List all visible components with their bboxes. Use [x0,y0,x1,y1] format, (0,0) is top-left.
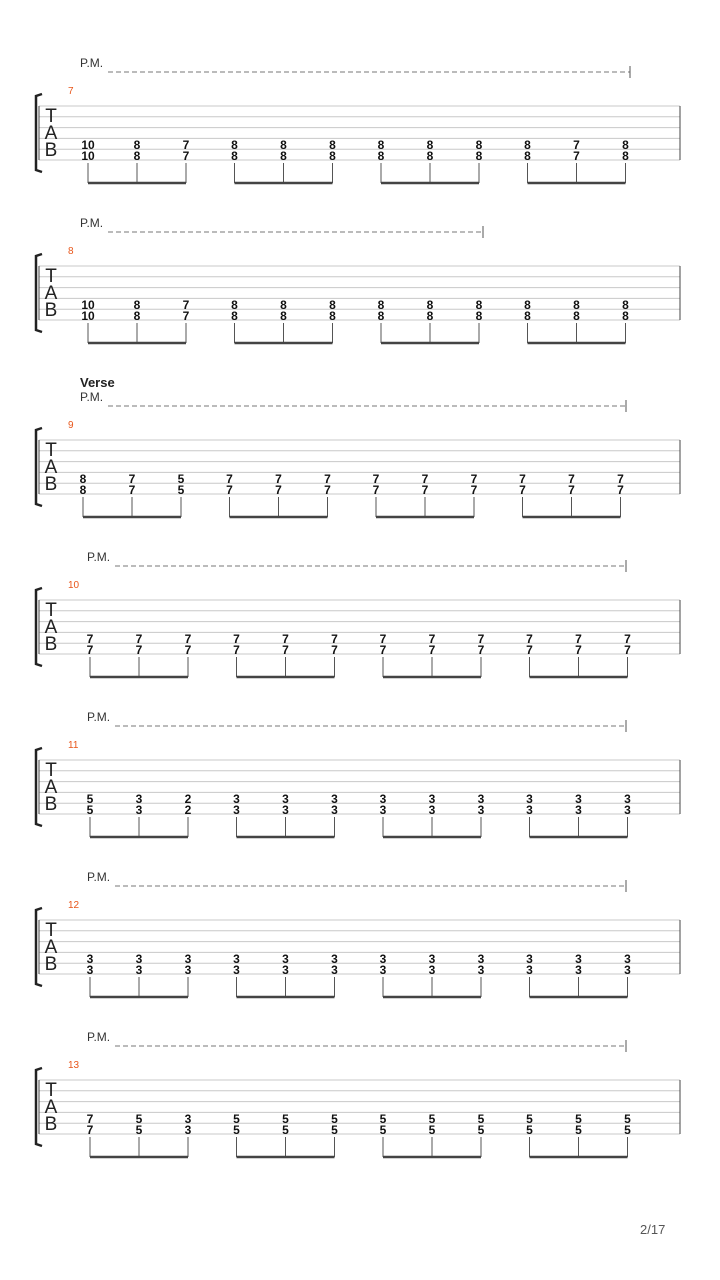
fret-number: 8 [280,309,287,323]
fret-number: 5 [331,1112,338,1127]
fret-number: 8 [133,309,141,323]
measure-number: 7 [68,86,74,97]
fret-number: 3 [477,952,485,967]
fret-number: 7 [275,483,282,497]
palm-mute-label: P.M. [80,216,104,230]
fret-number: 10 [81,298,95,313]
fret-number: 8 [329,309,336,323]
fret-number: 8 [475,138,483,153]
fret-number: 8 [377,149,385,163]
fret-number: 8 [231,309,238,323]
fret-number: 7 [184,643,192,657]
tab-system [36,216,680,343]
fret-number: 8 [79,472,87,487]
tab-clef-letter: T [45,1080,57,1101]
fret-number: 7 [226,472,233,487]
tab-clef-letter: T [45,600,57,621]
fret-number: 7 [421,472,429,487]
fret-number: 5 [331,1123,338,1137]
fret-number: 5 [477,1123,485,1137]
fret-number: 7 [86,643,94,657]
tab-clef-letter: B [44,140,58,161]
tab-system [36,375,680,517]
tab-clef-letter: T [45,920,57,941]
fret-number: 7 [135,643,143,657]
fret-number: 3 [282,803,289,817]
fret-number: 3 [184,952,192,967]
fret-number: 7 [282,632,289,647]
fret-number: 8 [280,138,287,153]
tab-clef-letter: T [45,440,57,461]
fret-number: 3 [379,803,387,817]
fret-number: 3 [624,952,631,967]
tab-clef-letter: A [44,1097,58,1118]
fret-number: 8 [524,149,531,163]
fret-number: 8 [475,309,483,323]
fret-number: 3 [526,792,533,807]
fret-number: 8 [573,298,580,313]
palm-mute-label: P.M. [87,710,111,724]
fret-number: 7 [275,472,282,487]
tab-system [36,710,680,837]
fret-number: 7 [624,643,631,657]
fret-number: 8 [622,298,629,313]
fret-number: 7 [573,149,580,163]
fret-number: 7 [568,483,575,497]
fret-number: 7 [135,632,143,647]
fret-number: 5 [526,1123,533,1137]
fret-number: 3 [282,792,289,807]
tab-clef-letter: B [44,300,58,321]
fret-number: 3 [135,803,143,817]
fret-number: 7 [428,632,436,647]
fret-number: 3 [428,792,436,807]
measure-number: 12 [68,900,80,911]
fret-number: 3 [86,952,94,967]
tab-clef-letter: B [44,794,58,815]
fret-number: 7 [86,632,94,647]
fret-number: 3 [477,792,485,807]
fret-number: 7 [568,472,575,487]
tab-system [36,1030,680,1157]
tab-clef-letter: A [44,777,58,798]
fret-number: 5 [177,472,185,487]
fret-number: 3 [184,963,192,977]
fret-number: 5 [233,1112,240,1127]
tab-system [36,550,680,677]
fret-number: 3 [428,803,436,817]
fret-number: 3 [526,803,533,817]
fret-number: 8 [231,149,238,163]
fret-number: 8 [426,309,434,323]
fret-number: 7 [379,632,387,647]
fret-number: 5 [575,1123,582,1137]
palm-mute-label: P.M. [80,390,104,404]
fret-number: 8 [426,298,434,313]
fret-number: 8 [133,149,141,163]
tab-clef-letter: B [44,474,58,495]
fret-number: 5 [233,1123,240,1137]
fret-number: 7 [519,472,526,487]
page-number: 2/17 [640,1222,666,1237]
palm-mute-label: P.M. [87,550,111,564]
fret-number: 5 [135,1112,143,1127]
fret-number: 3 [575,792,582,807]
fret-number: 7 [128,472,136,487]
fret-number: 3 [624,963,631,977]
fret-number: 3 [135,963,143,977]
fret-number: 7 [182,149,190,163]
tab-system [36,870,680,997]
fret-number: 5 [379,1123,387,1137]
fret-number: 7 [86,1112,94,1127]
fret-number: 7 [477,632,485,647]
fret-number: 7 [331,643,338,657]
fret-number: 7 [575,632,582,647]
fret-number: 8 [280,149,287,163]
fret-number: 7 [324,472,331,487]
tab-clef-letter: A [44,617,58,638]
fret-number: 3 [526,952,533,967]
fret-number: 3 [184,1112,192,1127]
fret-number: 7 [86,1123,94,1137]
fret-number: 3 [86,963,94,977]
fret-number: 7 [233,643,240,657]
fret-number: 8 [426,149,434,163]
fret-number: 5 [428,1112,436,1127]
fret-number: 8 [377,138,385,153]
fret-number: 7 [470,472,478,487]
fret-number: 7 [617,483,624,497]
tab-clef-letter: A [44,457,58,478]
fret-number: 5 [624,1112,631,1127]
fret-number: 3 [184,1123,192,1137]
fret-number: 3 [477,803,485,817]
fret-number: 5 [428,1123,436,1137]
fret-number: 7 [470,483,478,497]
tab-clef-letter: A [44,123,58,144]
fret-number: 10 [81,309,95,323]
measure-number: 13 [68,1060,80,1071]
tab-system [36,56,680,183]
tab-clef-letter: A [44,937,58,958]
tab-clef-letter: A [44,283,58,304]
fret-number: 3 [331,952,338,967]
fret-number: 2 [184,792,192,807]
fret-number: 3 [379,963,387,977]
fret-number: 7 [428,643,436,657]
measure-number: 9 [68,420,74,431]
fret-number: 7 [233,632,240,647]
fret-number: 3 [428,952,436,967]
fret-number: 3 [331,963,338,977]
fret-number: 8 [622,309,629,323]
fret-number: 8 [377,309,385,323]
fret-number: 3 [624,792,631,807]
palm-mute-label: P.M. [87,1030,111,1044]
fret-number: 5 [477,1112,485,1127]
fret-number: 7 [282,643,289,657]
fret-number: 3 [526,963,533,977]
fret-number: 7 [226,483,233,497]
fret-number: 8 [622,149,629,163]
fret-number: 7 [526,632,533,647]
fret-number: 8 [329,138,336,153]
fret-number: 3 [428,963,436,977]
fret-number: 7 [182,309,190,323]
fret-number: 7 [184,632,192,647]
fret-number: 7 [617,472,624,487]
fret-number: 5 [86,792,94,807]
fret-number: 8 [133,138,141,153]
fret-number: 3 [233,792,240,807]
fret-number: 3 [575,952,582,967]
tab-clef-letter: T [45,266,57,287]
fret-number: 10 [81,149,95,163]
fret-number: 7 [624,632,631,647]
fret-number: 3 [331,792,338,807]
fret-number: 8 [622,138,629,153]
fret-number: 7 [331,632,338,647]
fret-number: 2 [184,803,192,817]
fret-number: 8 [79,483,87,497]
fret-number: 3 [331,803,338,817]
fret-number: 8 [426,138,434,153]
palm-mute-label: P.M. [87,870,111,884]
fret-number: 7 [526,643,533,657]
fret-number: 3 [135,792,143,807]
fret-number: 3 [379,952,387,967]
section-marker: Verse [80,375,115,390]
fret-number: 8 [280,298,287,313]
tab-clef-letter: T [45,760,57,781]
fret-number: 8 [524,138,531,153]
fret-number: 8 [377,298,385,313]
fret-number: 8 [231,298,238,313]
fret-number: 5 [177,483,185,497]
fret-number: 8 [133,298,141,313]
fret-number: 8 [573,309,580,323]
tab-clef-letter: T [45,106,57,127]
fret-number: 8 [231,138,238,153]
fret-number: 7 [421,483,429,497]
fret-number: 3 [575,963,582,977]
fret-number: 8 [475,298,483,313]
fret-number: 7 [372,472,380,487]
fret-number: 3 [233,952,240,967]
measure-number: 11 [68,740,79,751]
fret-number: 7 [519,483,526,497]
fret-number: 3 [233,963,240,977]
fret-number: 5 [86,803,94,817]
fret-number: 5 [575,1112,582,1127]
fret-number: 3 [575,803,582,817]
fret-number: 3 [477,963,485,977]
fret-number: 7 [128,483,136,497]
tab-clef-letter: B [44,634,58,655]
fret-number: 7 [182,298,190,313]
fret-number: 7 [575,643,582,657]
fret-number: 3 [135,952,143,967]
fret-number: 5 [135,1123,143,1137]
fret-number: 7 [379,643,387,657]
fret-number: 8 [524,298,531,313]
fret-number: 10 [81,138,95,153]
fret-number: 5 [282,1112,289,1127]
fret-number: 5 [526,1112,533,1127]
fret-number: 7 [324,483,331,497]
fret-number: 3 [233,803,240,817]
fret-number: 7 [477,643,485,657]
fret-number: 5 [624,1123,631,1137]
tab-clef-letter: B [44,1114,58,1135]
fret-number: 8 [475,149,483,163]
fret-number: 5 [282,1123,289,1137]
fret-number: 8 [329,298,336,313]
measure-number: 8 [68,246,74,257]
measure-number: 10 [68,580,80,591]
fret-number: 3 [379,792,387,807]
fret-number: 3 [624,803,631,817]
palm-mute-label: P.M. [80,56,104,70]
fret-number: 7 [372,483,380,497]
fret-number: 7 [182,138,190,153]
fret-number: 3 [282,963,289,977]
tab-clef-letter: B [44,954,58,975]
fret-number: 8 [329,149,336,163]
fret-number: 5 [379,1112,387,1127]
fret-number: 8 [524,309,531,323]
fret-number: 7 [573,138,580,153]
fret-number: 3 [282,952,289,967]
